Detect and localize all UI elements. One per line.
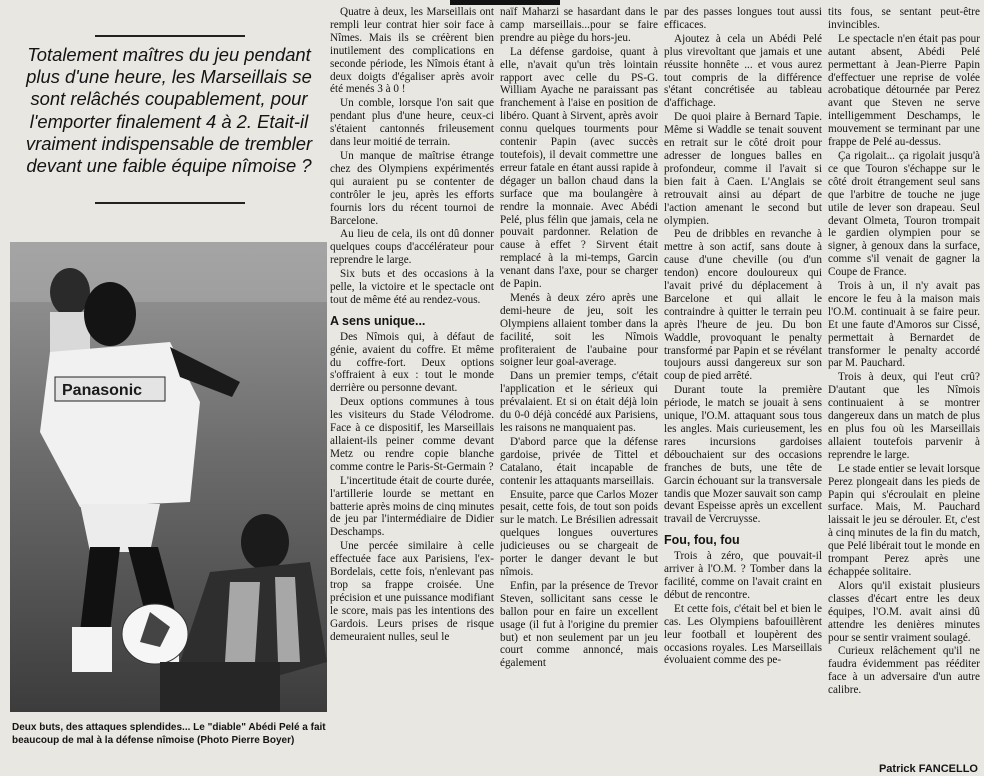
subheading-sens-unique: A sens unique... bbox=[330, 313, 426, 328]
paragraph: La défense gardoise, quant à elle, n'avait qu'un très lointain rapport avec celle du PS-G. William Ayache ne paraissant pas franchement à l'aise en position de libéro. Quant à Sirvent, après avoir connu quelques tourments pour contenir Papin (avec succès toutefois), il devait commettre une erreur fatale en étant aussi rapide à dégager un ballon chaud dans la surface que ma boulangère à rendre la monnaie. Avec Abédi Pelé, plus félin que jamais, cela ne pouvait pardonner. Relation de cause à effet ? Sirvent était remplacé à la mi-temps, Garcin venant dans l'axe, pour se charger de Papin. bbox=[500, 45, 658, 291]
paragraph: De quoi plaire à Bernard Tapie. Même si Waddle se tenait souvent en retrait sur le côté droit pour adresser de longues balles en profondeur, comme il l'avait si bien fait à Caen. L'Anglais se retrouvait ainsi au départ de l'action amenant le second but olympien. bbox=[664, 111, 822, 227]
paragraph: Trois à un, il n'y avait pas encore le feu à la maison mais l'O.M. continuait à se faire peur. Et une faute d'Amoros sur Cissé, permettait à Bernardet de transformer le penalty accordé par M. Pauchard. bbox=[828, 280, 980, 370]
paragraph: Dans un premier temps, c'était l'application et le sérieux qui prévalaient. Et si on était déjà loin du 0-0 déjà concédé aux Parisiens, les raisons ne manquaient pas. bbox=[500, 370, 658, 434]
paragraph: Une percée similaire à celle effectuée face aux Parisiens, l'ex-Bordelais, cette fois, n'enlevant pas trop sa frappe croisée. Une précision et une puissance modifiant le score, mais pas les intentions des Gardois. Leurs prises de risque demeuraient nulles, seul le bbox=[330, 540, 494, 643]
article-deck: Totalement maîtres du jeu pendant plus d'une heure, les Marseillais se sont relâchés coupablement, pour l'emporter finalement 4 à 2. Etait-il vraiment indispensable de trembler devant une faible équipe nîmoise ? bbox=[25, 44, 313, 177]
paragraph: Peu de dribbles en revanche à mettre à son actif, sans doute à cause d'une cheville (ou d'un tendon) encore douloureux qui l'avait privé du déplacement à Barcelone et qui allait le contraindre à quitter le terrain peu après l'heure de jeu. Du bon Waddle, provoquant le penalty transformé par Papin et se révélant toujours aussi dangereux sur son coup de pied arrêté. bbox=[664, 228, 822, 383]
paragraph: Et cette fois, c'était bel et bien le cas. Les Olympiens bafouillèrent leur football et loupèrent des occasions royales. Les Marseillais évoluaient comme des pe- bbox=[664, 602, 822, 667]
paragraph: Des Nîmois qui, à défaut de génie, avaient du coffre. Et même du coffre-fort. Deux options s'offraient à eux : tout le monde derrière ou personne devant. bbox=[330, 330, 494, 395]
paragraph: naïf Maharzi se hasardant dans le camp marseillais...pour se faire prendre au piège du hors-jeu. bbox=[500, 6, 658, 44]
jersey-sponsor-text: Panasonic bbox=[62, 382, 143, 399]
photo-caption: Deux buts, des attaques splendides... Le "diable" Abédi Pelé a fait beaucoup de mal à la défense nîmoise (Photo Pierre Boyer) bbox=[12, 722, 326, 746]
paragraph: Menés à deux zéro après une demi-heure de jeu, soit les Olympiens allaient tomber dans la facilité, soit les Nîmois profiteraient de l'aubaine pour soigner leur goal-average. bbox=[500, 291, 658, 369]
paragraph: Six buts et des occasions à la pelle, la victoire et le spectacle ont tout de même été au rendez-vous. bbox=[330, 268, 494, 306]
paragraph: Enfin, par la présence de Trevor Steven, sollicitant sans cesse le ballon pour en faire un excellent usage (il fut à l'origine du premier but) et non seulement par un jeu court comme annoncé, mais également bbox=[500, 579, 658, 670]
paragraph: tits fous, se sentant peut-être invincibles. bbox=[828, 6, 980, 31]
article-column-4 bbox=[828, 6, 980, 776]
paragraph: Au lieu de cela, ils ont dû donner quelques coups d'accélérateur pour reprendre le large. bbox=[330, 228, 494, 267]
deck-bottom-rule bbox=[95, 202, 245, 204]
paragraph: Un comble, lorsque l'on sait que pendant plus d'une heure, ceux-ci s'étaient cantonnés frileusement dans leur moitié de terrain. bbox=[330, 97, 494, 149]
article-column-3 bbox=[664, 6, 822, 776]
paragraph: Deux options communes à tous les visiteurs du Stade Vélodrome. Face à ce dispositif, les Marseillais allaient-ils peiner comme devant Metz ou rendre copie blanche comme contre le Paris-St-Germain ? bbox=[330, 396, 494, 473]
paragraph: par des passes longues tout aussi efficaces. bbox=[664, 6, 822, 31]
article-column-2 bbox=[500, 6, 658, 776]
paragraph: Trois à deux, qui l'eut crû? D'autant que les Nîmois continuaient à se montrer dangereux dans un match de plus en plus fou où les Marseillais allaient toutefois parvenir à reprendre le large. bbox=[828, 371, 980, 461]
match-photo bbox=[10, 242, 327, 712]
paragraph: Le spectacle n'en était pas pour autant absent, Abédi Pelé permettant à Jean-Pierre Papin d'effectuer une reprise de volée acrobatique détournée par Perez avant que Steven ne serve intelligemment Deschamps, le mouvement se terminant par une frappe de Pelé au-dessus. bbox=[828, 32, 980, 149]
paragraph: Ajoutez à cela un Abédi Pelé plus virevoltant que jamais et une réussite honnête ... et vous aurez tout compris de la différence s'étant concrétisée au tableau d'affichage. bbox=[664, 32, 822, 110]
article-column-1 bbox=[330, 6, 494, 776]
paragraph: Le stade entier se levait lorsque Perez plongeait dans les pieds de Papin qui s'écroulait en pleine surface. Mais, M. Pauchard laissait le jeu se dérouler. Et, c'est à cinq minutes de la fin du match, que Pelé libérait tout le monde en trompant Perez après une échappée solitaire. bbox=[828, 462, 980, 578]
paragraph: Trois à zéro, que pouvait-il arriver à l'O.M. ? Tomber dans la facilité, comme on l'avait craint en début de rencontre. bbox=[664, 550, 822, 601]
subheading-fou-fou-fou: Fou, fou, fou bbox=[664, 533, 740, 548]
paragraph: L'incertitude était de courte durée, l'artillerie lourde se mettant en batterie après moins de cinq minutes de jeu par l'intermédiaire de Didier Deschamps. bbox=[330, 474, 494, 539]
paragraph: Quatre à deux, les Marseillais ont rempli leur contrat hier soir face à Nîmes. Mais ils se créèrent bien inutilement des complications en seconde période, les Nîmois étant à deux doigts d'égaliser après avoir été menés 3 à 0 ! bbox=[330, 6, 494, 96]
paragraph: Alors qu'il existait plusieurs classes d'écart entre les deux équipes, l'O.M. avait ainsi dû attendre les denières minutes pour se sentir vraiment soulagé. bbox=[828, 579, 980, 644]
match-photo-image bbox=[10, 242, 327, 712]
paragraph: D'abord parce que la défense gardoise, privée de Tittel et Catalano, était incapable de contenir les attaquants marseillais. bbox=[500, 435, 658, 487]
paragraph: Ensuite, parce que Carlos Mozer pesait, cette fois, de tout son poids sur le match. Le Brésilien adressait quelques longues ouvertures judicieuses ou se chargeait de porter le danger devant le but nîmois. bbox=[500, 488, 658, 578]
top-edge-bar bbox=[450, 0, 560, 5]
paragraph: Un manque de maîtrise étrange chez des Olympiens expérimentés qui auraient pu se contenter de contrôler le jeu, après les efforts fournis lors du récent tournoi de Barcelone. bbox=[330, 149, 494, 227]
paragraph: Ça rigolait... ça rigolait jusqu'à ce que Touron s'échappe sur le côté droit étrangement seul sans que l'arbitre de touche ne juge utile de lever son drapeau. Seul devant Olmeta, Touron trompait le gardien olympien pour se signer, à genoux dans la surface, comme s'il venait de gagner la Coupe de France. bbox=[828, 149, 980, 279]
paragraph: Durant toute la première période, le match se jouait à sens unique, l'O.M. attaquant sous tous les angles. Mais curieusement, les rares incursions gardoises débouchaient sur des occasions franches de buts, une tête de Garcin échouant sur la transversale tandis que Mozer sauvait son camp devant Espeisse après un excellent travail de Vercruysse. bbox=[664, 384, 822, 526]
paragraph: Curieux relâchement qu'il ne faudra évidemment pas rééditer face à un adversaire d'un autre calibre. bbox=[828, 645, 980, 697]
deck-top-rule bbox=[95, 35, 245, 37]
author-signature: Patrick FANCELLO bbox=[878, 763, 978, 775]
